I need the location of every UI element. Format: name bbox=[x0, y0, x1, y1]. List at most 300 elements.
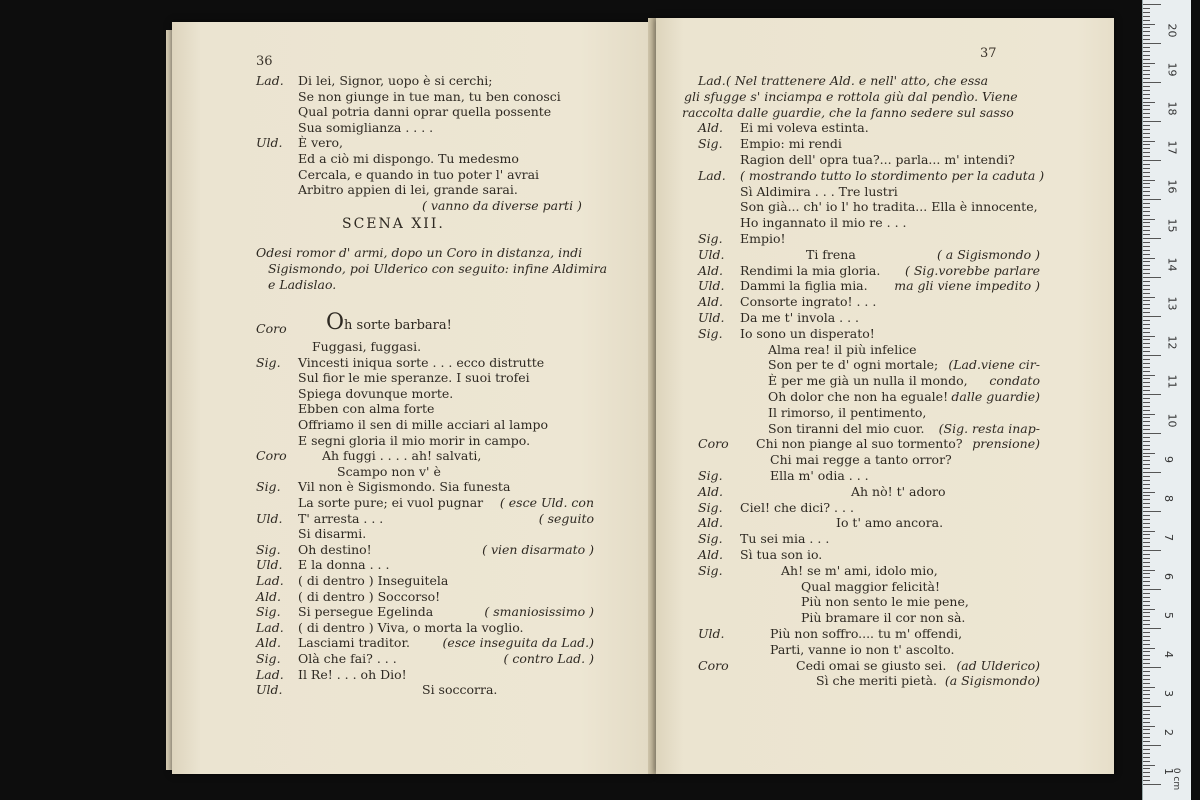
stage-note: (ad Ulderico) bbox=[956, 657, 1040, 673]
left-page bbox=[172, 22, 652, 774]
ruler-tick bbox=[1143, 125, 1150, 126]
ruler-tick bbox=[1143, 269, 1150, 270]
speaker: Coro bbox=[698, 657, 729, 673]
ruler-tick bbox=[1143, 453, 1155, 454]
verse-line: Offriamo il sen di mille acciari al lampo bbox=[298, 417, 549, 432]
verse-line: Il Re! . . . oh Dio! bbox=[298, 666, 407, 682]
ruler-tick bbox=[1143, 242, 1150, 243]
ruler-tick bbox=[1143, 63, 1155, 64]
ruler-tick bbox=[1143, 562, 1150, 563]
ruler-tick bbox=[1143, 620, 1150, 621]
ruler-tick bbox=[1143, 761, 1150, 762]
scene-heading: SCENA XII. bbox=[342, 216, 445, 232]
verse-line: Cedi omai se giusto sei. bbox=[796, 657, 947, 673]
ruler-tick bbox=[1143, 476, 1150, 477]
ruler-number: 1 bbox=[1162, 768, 1175, 775]
ruler-tick bbox=[1143, 320, 1150, 321]
verse-line: Vincesti iniqua sorte . . . ecco distrutte bbox=[298, 354, 545, 370]
verse-line: È per me già un nulla il mondo, bbox=[768, 373, 968, 389]
verse-line: Sul fior le mie speranze. I suoi trofei bbox=[298, 370, 530, 386]
ruler-tick bbox=[1143, 414, 1155, 415]
ruler-tick bbox=[1143, 538, 1150, 539]
verse-line: Spiega dovunque morte. bbox=[298, 385, 454, 401]
ruler-tick bbox=[1143, 187, 1150, 188]
ruler-tick bbox=[1143, 308, 1150, 309]
ruler-tick bbox=[1143, 378, 1150, 379]
ruler-tick bbox=[1143, 336, 1155, 337]
ruler-tick bbox=[1143, 687, 1155, 688]
ruler-tick bbox=[1143, 207, 1150, 208]
verse-line: Si persegue Egelinda bbox=[298, 604, 434, 620]
ruler-tick bbox=[1143, 745, 1161, 746]
ruler-tick bbox=[1143, 495, 1150, 496]
verse-line: ( vanno da diverse parti ) bbox=[422, 197, 582, 213]
ruler-tick bbox=[1143, 90, 1150, 91]
verse-line: Da me t' invola . . . bbox=[740, 310, 860, 325]
ruler-tick bbox=[1143, 511, 1161, 512]
ruler-tick bbox=[1143, 289, 1150, 290]
stage-note: ( contro Lad. ) bbox=[503, 651, 594, 666]
ruler-tick bbox=[1143, 566, 1150, 567]
speaker: Sig. bbox=[698, 531, 723, 547]
verse-line: Io sono un disperato! bbox=[740, 325, 875, 341]
ruler-tick bbox=[1143, 628, 1161, 629]
ruler-tick bbox=[1143, 441, 1150, 442]
verse-line: Se non giunge in tue man, tu ben conosci bbox=[298, 88, 561, 104]
ruler-tick bbox=[1143, 156, 1150, 157]
stage-note: ma gli viene impedito ) bbox=[894, 278, 1040, 294]
ruler-tick bbox=[1143, 651, 1150, 652]
ruler-tick bbox=[1143, 714, 1150, 715]
verse-line: raccolta dalle guardie, che la fanno sedere sul sasso bbox=[682, 104, 1014, 120]
ruler-number: 14 bbox=[1165, 257, 1179, 272]
ruler-tick bbox=[1143, 24, 1155, 25]
verse-line: Oh dolor che non ha eguale! bbox=[768, 389, 949, 404]
ruler-tick bbox=[1143, 531, 1155, 532]
ruler-tick bbox=[1143, 332, 1150, 333]
ruler-tick bbox=[1143, 293, 1150, 294]
ruler-tick bbox=[1143, 612, 1150, 613]
verse-line: Parti, vanne io non t' ascolto. bbox=[770, 641, 955, 657]
verse-line: Chi non piange al suo tormento? bbox=[756, 436, 963, 452]
verse-line: Ho ingannato il mio re . . . bbox=[740, 215, 907, 231]
verse-line: Empio: mi rendi bbox=[740, 136, 842, 152]
speaker: Uld. bbox=[698, 246, 725, 262]
ruler-tick bbox=[1143, 456, 1150, 457]
verse-line: Sì Aldimira . . . Tre lustri bbox=[740, 183, 898, 199]
speaker: Sig. bbox=[698, 499, 723, 515]
ruler-tick bbox=[1143, 667, 1161, 668]
stage-note: condato bbox=[989, 373, 1040, 389]
ruler-tick bbox=[1143, 183, 1150, 184]
ruler-number: 4 bbox=[1162, 651, 1175, 658]
right-page bbox=[656, 18, 1114, 774]
speaker: Ald. bbox=[698, 547, 723, 562]
speaker: Lad. bbox=[256, 73, 284, 88]
verse-line: Ella m' odia . . . bbox=[770, 468, 869, 483]
coro-first-line bbox=[326, 310, 452, 335]
verse-line: Qual maggior felicità! bbox=[801, 578, 941, 594]
ruler-tick bbox=[1143, 679, 1150, 680]
ruler-tick bbox=[1143, 733, 1150, 734]
ruler-tick bbox=[1143, 277, 1161, 278]
verse-line: ( Nel trattenere Ald. e nell' atto, che essa bbox=[726, 73, 989, 88]
ruler-tick bbox=[1143, 152, 1150, 153]
ruler-tick bbox=[1143, 550, 1161, 551]
speaker: Lad. bbox=[698, 167, 726, 183]
ruler-tick bbox=[1143, 215, 1150, 216]
ruler-tick bbox=[1143, 12, 1150, 13]
ruler-number: 6 bbox=[1162, 573, 1175, 580]
speaker: Coro bbox=[698, 436, 729, 452]
stage-note: (Lad.viene cir- bbox=[948, 357, 1040, 373]
speaker: Lad. bbox=[256, 573, 284, 588]
stage-direction-line: Odesi romor d' armi, dopo un Coro in distanza, indi bbox=[256, 245, 583, 260]
speaker: Uld. bbox=[256, 135, 283, 151]
ruler-tick bbox=[1143, 109, 1150, 110]
speaker: Coro bbox=[256, 448, 287, 464]
speaker: Lad. bbox=[698, 73, 726, 88]
ruler-tick bbox=[1143, 558, 1150, 559]
ruler-tick bbox=[1143, 601, 1150, 602]
speaker-coro: Coro bbox=[256, 321, 287, 336]
verse-line: Ebben con alma forte bbox=[298, 401, 435, 417]
ruler-tick bbox=[1143, 690, 1150, 691]
ruler-tick bbox=[1143, 382, 1150, 383]
ruler-tick bbox=[1143, 324, 1150, 325]
speaker: Ald. bbox=[256, 588, 281, 604]
ruler-number: 7 bbox=[1162, 534, 1175, 541]
ruler-tick bbox=[1143, 488, 1150, 489]
verse-line: Ed a ciò mi dispongo. Tu medesmo bbox=[298, 151, 519, 166]
ruler-tick bbox=[1143, 468, 1150, 469]
speaker: Ald. bbox=[698, 262, 723, 278]
verse-line: Son tiranni del mio cuor. bbox=[768, 420, 925, 436]
ruler-tick bbox=[1143, 148, 1150, 149]
verse-line: gli sfugge s' inciampa e rottola giù dal pendìo. Viene bbox=[684, 88, 1018, 104]
speaker: Sig. bbox=[698, 562, 723, 578]
ruler-tick bbox=[1143, 222, 1150, 223]
verse-line: Il rimorso, il pentimento, bbox=[768, 404, 927, 420]
ruler-tick bbox=[1143, 702, 1150, 703]
ruler-tick bbox=[1143, 8, 1150, 9]
ruler-tick bbox=[1143, 199, 1161, 200]
verse-line: Di lei, Signor, uopo è si cerchi; bbox=[298, 73, 493, 88]
ruler-tick bbox=[1143, 640, 1150, 641]
verse-line: ( mostrando tutto lo stordimento per la caduta ) bbox=[740, 167, 1045, 183]
ruler-tick bbox=[1143, 402, 1150, 403]
ruler-tick bbox=[1143, 339, 1150, 340]
ruler-tick bbox=[1143, 534, 1150, 535]
ruler-tick bbox=[1143, 706, 1161, 707]
ruler-tick bbox=[1143, 117, 1150, 118]
verse-line: È vero, bbox=[298, 135, 344, 151]
verse-line: Tu sei mia . . . bbox=[740, 531, 830, 547]
ruler-tick bbox=[1143, 449, 1150, 450]
ruler-tick bbox=[1143, 605, 1150, 606]
ruler-tick bbox=[1143, 78, 1150, 79]
ruler-tick bbox=[1143, 519, 1150, 520]
verse-line: Cercala, e quando in tuo poter l' avrai bbox=[298, 166, 540, 182]
ruler-tick bbox=[1143, 394, 1161, 395]
ruler-tick bbox=[1143, 749, 1150, 750]
stage-direction-line: Sigismondo, poi Ulderico con seguito: infine Aldimira bbox=[268, 261, 608, 276]
ruler-tick bbox=[1143, 86, 1150, 87]
stage-note: dalle guardie) bbox=[951, 389, 1040, 404]
speaker: Sig. bbox=[698, 231, 723, 246]
ruler-tick bbox=[1143, 47, 1150, 48]
ruler-tick bbox=[1143, 585, 1150, 586]
ruler-tick bbox=[1143, 371, 1150, 372]
ruler-tick bbox=[1143, 722, 1150, 723]
verse-line: Vil non è Sigismondo. Sia funesta bbox=[298, 479, 511, 495]
verse-line: Son per te d' ogni mortale; bbox=[768, 357, 939, 373]
ruler-tick bbox=[1143, 59, 1150, 60]
ruler-tick bbox=[1143, 94, 1150, 95]
speaker: Ald. bbox=[698, 120, 723, 136]
speaker: Uld. bbox=[698, 278, 725, 294]
ruler-tick bbox=[1143, 4, 1161, 5]
ruler-tick bbox=[1143, 753, 1150, 754]
ruler-tick bbox=[1143, 55, 1150, 56]
ruler-tick bbox=[1143, 98, 1150, 99]
ruler-tick bbox=[1143, 176, 1150, 177]
ruler-tick bbox=[1143, 66, 1150, 67]
ruler-number: 8 bbox=[1162, 495, 1175, 502]
verse-line: Più bramare il cor non sà. bbox=[801, 610, 966, 626]
ruler-tick bbox=[1143, 316, 1161, 317]
speaker: Sig. bbox=[256, 604, 281, 620]
ruler-tick bbox=[1143, 35, 1150, 36]
page-number-left: 36 bbox=[256, 54, 273, 69]
ruler-tick bbox=[1143, 484, 1150, 485]
ruler-tick bbox=[1143, 492, 1155, 493]
ruler-tick bbox=[1143, 425, 1150, 426]
verse-line: Consorte ingrato! . . . bbox=[740, 294, 877, 310]
drop-cap: O bbox=[326, 310, 345, 335]
ruler-tick bbox=[1143, 772, 1150, 773]
ruler-tick bbox=[1143, 570, 1155, 571]
ruler-tick bbox=[1143, 297, 1155, 298]
ruler-tick bbox=[1143, 421, 1150, 422]
ruler-tick bbox=[1143, 757, 1150, 758]
speaker: Ald. bbox=[698, 483, 723, 499]
verse-line: Scampo non v' è bbox=[337, 463, 441, 479]
ruler-tick bbox=[1143, 410, 1150, 411]
coro-first-text: h sorte barbara! bbox=[344, 318, 452, 333]
stage-note: (esce inseguita da Lad.) bbox=[442, 635, 594, 651]
ruler-tick bbox=[1143, 577, 1150, 578]
ruler-tick bbox=[1143, 261, 1150, 262]
ruler-tick bbox=[1143, 234, 1150, 235]
ruler-number: 16 bbox=[1165, 179, 1179, 194]
ruler-tick bbox=[1143, 644, 1150, 645]
ruler-tick bbox=[1143, 460, 1150, 461]
verse-line: E segni gloria il mio morir in campo. bbox=[298, 432, 531, 448]
verse-line: Ti frena bbox=[806, 246, 856, 262]
ruler-tick bbox=[1143, 254, 1150, 255]
ruler-tick bbox=[1143, 367, 1150, 368]
stage-note: ( a Sigismondo ) bbox=[936, 246, 1040, 262]
ruler-tick bbox=[1143, 351, 1150, 352]
verse-line: Empio! bbox=[740, 231, 786, 246]
ruler-tick bbox=[1143, 398, 1150, 399]
ruler-tick bbox=[1143, 265, 1150, 266]
ruler-number: 5 bbox=[1162, 612, 1175, 619]
ruler-tick bbox=[1143, 464, 1150, 465]
ruler-tick bbox=[1143, 226, 1150, 227]
verse-line: Sì che meriti pietà. bbox=[816, 673, 938, 689]
verse-line: Sì tua son io. bbox=[740, 547, 823, 562]
ruler-tick bbox=[1143, 503, 1150, 504]
verse-line: Ah fuggi . . . . ah! salvati, bbox=[322, 448, 482, 464]
ruler-tick bbox=[1143, 113, 1150, 114]
ruler-tick bbox=[1143, 499, 1150, 500]
ruler-tick bbox=[1143, 74, 1150, 75]
ruler-tick bbox=[1143, 675, 1150, 676]
ruler-tick bbox=[1143, 160, 1161, 161]
ruler-tick bbox=[1143, 191, 1150, 192]
verse-line: Chi mai regge a tanto orror? bbox=[770, 452, 952, 468]
ruler-tick bbox=[1143, 195, 1150, 196]
ruler-tick bbox=[1143, 663, 1150, 664]
verse-line: Ragion dell' opra tua?... parla... m' intendi? bbox=[740, 152, 1015, 167]
ruler-tick bbox=[1143, 230, 1150, 231]
verse-line: Rendimi la mia gloria. bbox=[740, 262, 881, 278]
ruler-tick bbox=[1143, 121, 1161, 122]
verse-line: Fuggasi, fuggasi. bbox=[312, 339, 422, 354]
speaker: Uld. bbox=[698, 626, 725, 641]
ruler-tick bbox=[1143, 386, 1150, 387]
ruler-tick bbox=[1143, 417, 1150, 418]
speaker: Sig. bbox=[256, 541, 281, 557]
ruler-tick bbox=[1143, 70, 1150, 71]
ruler-unit-label: 0 cm bbox=[1171, 767, 1182, 791]
ruler-tick bbox=[1143, 597, 1150, 598]
ruler-tick bbox=[1143, 312, 1150, 313]
stage-direction-line: e Ladislao. bbox=[268, 277, 337, 292]
ruler-tick bbox=[1143, 694, 1150, 695]
ruler-number: 15 bbox=[1165, 218, 1179, 233]
verse-line: Son già... ch' io l' ho tradita... Ella è innocente, bbox=[740, 199, 1038, 215]
speaker: Uld. bbox=[256, 510, 283, 526]
ruler-tick bbox=[1143, 246, 1150, 247]
ruler-tick bbox=[1143, 776, 1150, 777]
ruler-number: 13 bbox=[1165, 296, 1179, 311]
ruler-tick bbox=[1143, 737, 1150, 738]
ruler-tick bbox=[1143, 729, 1150, 730]
verse-line: Oh destino! bbox=[298, 541, 372, 557]
ruler-tick bbox=[1143, 655, 1150, 656]
ruler-tick bbox=[1143, 363, 1150, 364]
ruler-tick bbox=[1143, 527, 1150, 528]
ruler-tick bbox=[1143, 347, 1150, 348]
ruler-tick bbox=[1143, 542, 1150, 543]
verse-line: Ciel! che dici? . . . bbox=[740, 499, 854, 515]
ruler-tick bbox=[1143, 238, 1161, 239]
ruler-tick bbox=[1143, 172, 1150, 173]
verse-line: Ah! se m' ami, idolo mio, bbox=[781, 562, 938, 578]
ruler-tick bbox=[1143, 250, 1150, 251]
speaker: Uld. bbox=[698, 310, 725, 325]
ruler-tick bbox=[1143, 285, 1150, 286]
ruler-tick bbox=[1143, 671, 1150, 672]
verse-line: Qual potria danni oprar quella possente bbox=[298, 104, 552, 120]
ruler-tick bbox=[1143, 523, 1150, 524]
verse-line: Dammi la figlia mia. bbox=[740, 278, 868, 294]
ruler-tick bbox=[1143, 609, 1155, 610]
stage-note: (Sig. resta inap- bbox=[938, 420, 1040, 436]
speaker: Uld. bbox=[256, 682, 283, 698]
ruler-number: 20 bbox=[1165, 23, 1179, 38]
ruler-number: 17 bbox=[1165, 140, 1179, 155]
ruler-tick bbox=[1143, 43, 1161, 44]
verse-line: Ei mi voleva estinta. bbox=[740, 120, 869, 136]
ruler-tick bbox=[1143, 593, 1150, 594]
ruler-tick bbox=[1143, 581, 1150, 582]
ruler-tick bbox=[1143, 573, 1150, 574]
ruler-tick bbox=[1143, 168, 1150, 169]
verse-line: Sua somiglianza . . . . bbox=[298, 119, 434, 135]
ruler-tick bbox=[1143, 304, 1150, 305]
ruler-tick bbox=[1143, 27, 1150, 28]
stage-note: prensione) bbox=[972, 436, 1040, 452]
ruler-tick bbox=[1143, 281, 1150, 282]
ruler-tick bbox=[1143, 273, 1150, 274]
ruler-tick bbox=[1143, 102, 1155, 103]
stage-note: ( smaniosissimo ) bbox=[484, 604, 594, 620]
ruler-tick bbox=[1143, 589, 1161, 590]
ruler-tick bbox=[1143, 546, 1150, 547]
ruler-tick bbox=[1143, 659, 1150, 660]
ruler-tick bbox=[1143, 554, 1150, 555]
verse-line: Ah nò! t' adoro bbox=[851, 483, 946, 499]
ruler-tick bbox=[1143, 515, 1150, 516]
ruler-tick bbox=[1143, 105, 1150, 106]
ruler-tick bbox=[1143, 636, 1150, 637]
verse-line: Più non soffro.... tu m' offendi, bbox=[770, 626, 963, 641]
stage-note: ( seguito bbox=[538, 510, 594, 526]
ruler-tick bbox=[1143, 39, 1150, 40]
ruler-tick bbox=[1143, 624, 1150, 625]
ruler-number: 11 bbox=[1165, 374, 1179, 389]
ruler-tick bbox=[1143, 768, 1150, 769]
ruler-tick bbox=[1143, 203, 1150, 204]
ruler-tick bbox=[1143, 359, 1150, 360]
stage-note: (a Sigismondo) bbox=[944, 673, 1040, 689]
ruler-tick bbox=[1143, 648, 1155, 649]
ruler-tick bbox=[1143, 31, 1150, 32]
verse-line: Lasciami traditor. bbox=[298, 635, 411, 651]
ruler-tick bbox=[1143, 718, 1150, 719]
speaker: Uld. bbox=[256, 557, 283, 573]
ruler-tick bbox=[1143, 406, 1150, 407]
ruler-tick bbox=[1143, 445, 1150, 446]
ruler-number: 18 bbox=[1165, 101, 1179, 116]
measuring-ruler bbox=[1142, 0, 1191, 800]
speaker: Sig. bbox=[256, 479, 281, 495]
verse-line: E la donna . . . bbox=[298, 557, 390, 573]
ruler-tick bbox=[1143, 726, 1155, 727]
speaker: Lad. bbox=[256, 666, 284, 682]
ruler-number: 3 bbox=[1162, 690, 1175, 697]
ruler-tick bbox=[1143, 258, 1155, 259]
verse-line: Si soccorra. bbox=[422, 682, 498, 698]
verse-line: Alma rea! il più infelice bbox=[768, 341, 917, 357]
speaker: Sig. bbox=[256, 354, 281, 370]
ruler-tick bbox=[1143, 20, 1150, 21]
verse-line: Olà che fai? . . . bbox=[298, 651, 397, 666]
